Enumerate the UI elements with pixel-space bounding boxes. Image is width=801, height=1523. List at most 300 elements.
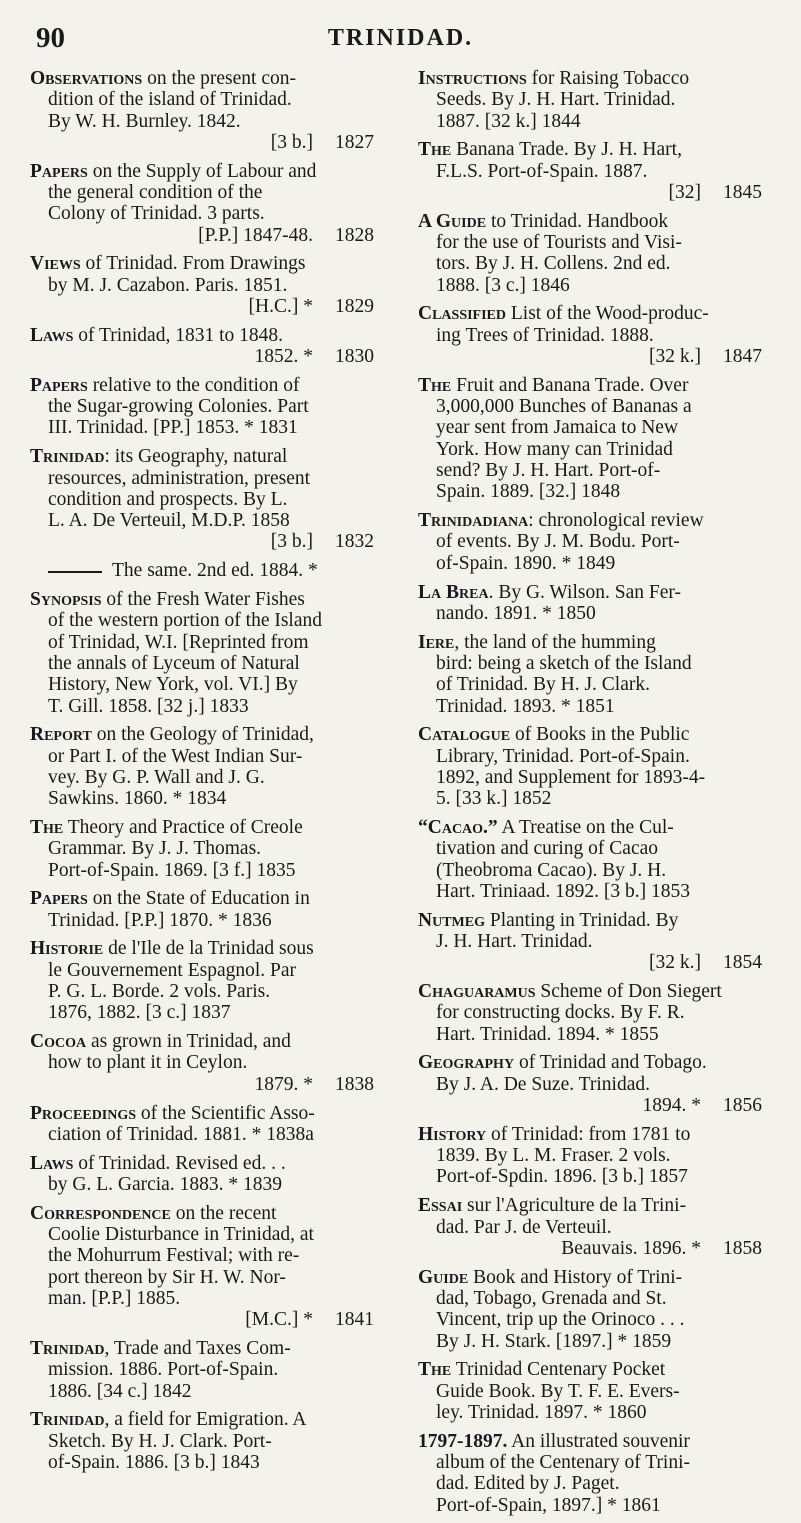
entry-text: the Sugar-growing Colonies. Part xyxy=(48,396,309,418)
entry-heading: Report xyxy=(30,724,92,746)
entry-line xyxy=(418,1195,762,1216)
bibliography-entry xyxy=(418,632,762,717)
ditto-dash xyxy=(48,571,102,573)
entry-heading: Papers xyxy=(30,374,88,396)
entry-line xyxy=(418,817,762,838)
entry-text: de l'Ile de la Trinidad sous xyxy=(103,938,314,960)
entry-number: 1845 xyxy=(723,181,762,203)
entry-line xyxy=(418,1074,762,1095)
entry-text: resources, administration, present xyxy=(48,467,311,489)
entry-text: By W. H. Burnley. 1842. xyxy=(48,110,241,132)
entry-reference-line xyxy=(418,952,762,973)
entry-line xyxy=(30,1452,374,1473)
entry-text: of Trinidad: from 1781 to xyxy=(486,1123,691,1145)
entry-number: 1858 xyxy=(723,1237,762,1259)
entry-line xyxy=(30,910,374,931)
entry-line xyxy=(30,446,374,467)
entry-ref: [M.C.] * xyxy=(245,1309,313,1331)
page-header xyxy=(0,22,801,62)
entry-text: how to plant it in Ceylon. xyxy=(48,1052,248,1074)
entry-heading: Classified xyxy=(418,303,506,325)
entry-text: Seeds. By J. H. Hart. Trinidad. xyxy=(436,89,676,111)
entry-line xyxy=(30,938,374,959)
bibliography-entry xyxy=(418,510,762,574)
entry-line xyxy=(418,1452,762,1473)
entry-line xyxy=(30,838,374,859)
entry-ref: [P.P.] 1847-48. xyxy=(198,224,313,246)
bibliography-entry xyxy=(418,1431,762,1516)
bibliography-entry xyxy=(30,589,374,717)
entry-line xyxy=(418,89,762,110)
entry-text: An illustrated souvenir xyxy=(507,1430,690,1452)
bibliography-entry xyxy=(418,211,762,296)
entry-text: Vincent, trip up the Orinoco . . . xyxy=(436,1309,685,1331)
bibliography-entry xyxy=(30,1031,374,1095)
entry-text: tivation and curing of Cacao xyxy=(436,838,659,860)
entry-line xyxy=(418,910,762,931)
entry-text: III. Trinidad. [PP.] 1853. * 1831 xyxy=(48,417,298,439)
entry-number: 1828 xyxy=(335,224,374,246)
entry-text: dad. Edited by J. Paget. xyxy=(436,1473,620,1495)
entry-line xyxy=(30,1203,374,1224)
entry-text: of the Fresh Water Fishes xyxy=(101,589,305,611)
entry-text: : chronological review xyxy=(528,510,704,532)
entry-number: 1847 xyxy=(723,346,762,368)
entry-line xyxy=(30,89,374,110)
entry-reference-line xyxy=(418,346,762,367)
entry-text: of Trinidad. From Drawings xyxy=(80,253,306,275)
entry-text: mission. 1886. Port-of-Spain. xyxy=(48,1359,279,1381)
entry-line xyxy=(30,1338,374,1359)
entry-text: on the recent xyxy=(170,1202,277,1224)
bibliography-entry xyxy=(418,724,762,809)
entry-heading: Iere xyxy=(418,631,455,653)
entry-text: of Trinidad, W.I. [Reprinted from xyxy=(48,631,309,653)
entry-line xyxy=(418,161,762,182)
entry-line xyxy=(30,1031,374,1052)
bibliography-entry xyxy=(30,325,374,368)
bibliography-entry xyxy=(30,446,374,552)
entry-line xyxy=(418,746,762,767)
entry-line xyxy=(418,838,762,859)
entry-reference-line xyxy=(30,132,374,153)
entry-heading: Guide xyxy=(418,1266,469,1288)
entry-text: P. G. L. Borde. 2 vols. Paris. xyxy=(48,981,271,1003)
entry-text: Theory and Practice of Creole xyxy=(63,817,303,838)
bibliography-entry xyxy=(418,68,762,132)
entry-line xyxy=(418,510,762,531)
entry-line xyxy=(30,653,374,674)
entry-ref: 1894. * xyxy=(642,1095,701,1117)
entry-text: bird: being a sketch of the Island xyxy=(436,652,692,674)
entry-text: Scheme of Don Siegert xyxy=(535,981,722,1003)
entry-line xyxy=(418,881,762,902)
entry-line xyxy=(30,1381,374,1402)
entry-line xyxy=(418,460,762,481)
entry-line xyxy=(418,232,762,253)
entry-heading: Correspondence xyxy=(30,1202,171,1224)
entry-text: Hart. Trinidad. 1894. * 1855 xyxy=(436,1023,659,1045)
entry-text: Sketch. By H. J. Clark. Port- xyxy=(48,1430,272,1452)
entry-ref: [32 k.] xyxy=(649,346,701,368)
bibliography-entry xyxy=(418,817,762,902)
entry-heading: Catalogue xyxy=(418,724,511,746)
entry-text: send? By J. H. Hart. Port-of- xyxy=(436,460,661,482)
entry-line xyxy=(30,396,374,417)
entry-line xyxy=(30,767,374,788)
entry-text: of Trinidad and Tobago. xyxy=(514,1052,707,1074)
entry-text: Hart. Triniaad. 1892. [3 b.] 1853 xyxy=(436,880,691,902)
entry-heading: The xyxy=(418,374,452,396)
entry-heading: History xyxy=(418,1123,487,1145)
entry-line xyxy=(418,1495,762,1516)
entry-line xyxy=(30,182,374,203)
entry-line xyxy=(30,724,374,745)
entry-line xyxy=(418,1331,762,1352)
entry-heading: Essai xyxy=(418,1195,463,1217)
entry-reference-line xyxy=(30,225,374,246)
entry-line xyxy=(418,1145,762,1166)
entry-text: Coolie Disturbance in Trinidad, at xyxy=(48,1224,314,1246)
entry-ref: [3 b.] xyxy=(270,531,313,553)
entry-line xyxy=(30,1002,374,1023)
entry-line xyxy=(418,275,762,296)
entry-line xyxy=(418,139,762,160)
entry-text: List of the Wood-produc- xyxy=(506,303,709,325)
entry-line xyxy=(30,960,374,981)
entry-text: man. [P.P.] 1885. xyxy=(48,1287,181,1309)
bibliography-entry xyxy=(30,253,374,317)
bibliography-entry xyxy=(418,1124,762,1188)
entry-reference-line xyxy=(418,1095,762,1116)
entry-text: by M. J. Cazabon. Paris. 1851. xyxy=(48,274,288,296)
entry-heading: A Guide xyxy=(418,210,487,232)
entry-line xyxy=(30,489,374,510)
bibliography-entry xyxy=(30,1103,374,1146)
entry-line xyxy=(30,1224,374,1245)
entry-line xyxy=(418,981,762,1002)
entry-reference-line xyxy=(30,531,374,552)
entry-line xyxy=(418,1473,762,1494)
entry-text: Trinidad. 1893. * 1851 xyxy=(436,695,615,717)
entry-line xyxy=(30,746,374,767)
bibliography-entry xyxy=(30,724,374,809)
entry-heading: “Cacao.” xyxy=(418,817,498,838)
entry-text: nando. 1891. * 1850 xyxy=(436,602,596,624)
entry-line xyxy=(30,1267,374,1288)
entry-number: 1830 xyxy=(335,346,374,368)
entry-text: the Mohurrum Festival; with re- xyxy=(48,1245,300,1267)
entry-line xyxy=(418,724,762,745)
bibliography-entry xyxy=(30,375,374,439)
entry-text: of events. By J. M. Bodu. Port- xyxy=(436,531,680,553)
entry-number: 1838 xyxy=(335,1073,374,1095)
entry-text: of-Spain. 1890. * 1849 xyxy=(436,552,616,574)
entry-text: on the Geology of Trinidad, xyxy=(91,724,314,746)
entry-line xyxy=(418,211,762,232)
entry-heading: The xyxy=(30,817,64,838)
entry-text: Spain. 1889. [32.] 1848 xyxy=(436,481,621,503)
entry-ref: 1852. * xyxy=(254,346,313,368)
entry-text: 5. [33 k.] 1852 xyxy=(436,788,552,810)
entry-text: tors. By J. H. Collens. 2nd ed. xyxy=(436,253,671,275)
entry-text: of Trinidad. Revised ed. . . xyxy=(73,1152,286,1174)
entry-line xyxy=(30,1153,374,1174)
entry-ref: Beauvais. 1896. * xyxy=(561,1237,701,1259)
entry-text: of the western portion of the Island xyxy=(48,610,323,632)
entry-heading: Nutmeg xyxy=(418,909,485,931)
entry-text: Book and History of Trini- xyxy=(468,1266,683,1288)
entry-line xyxy=(418,68,762,89)
entry-text: album of the Centenary of Trini- xyxy=(436,1452,691,1474)
entry-line xyxy=(30,510,374,531)
entry-text: Banana Trade. By J. H. Hart, xyxy=(451,139,682,161)
entry-text: for constructing docks. By F. R. xyxy=(436,1002,685,1024)
entry-line xyxy=(30,860,374,881)
entry-text: Guide Book. By T. F. E. Evers- xyxy=(436,1380,680,1402)
bibliography-entry xyxy=(418,1195,762,1259)
entry-text: Planting in Trinidad. By xyxy=(484,909,679,931)
entry-line xyxy=(418,860,762,881)
entry-text: J. H. Hart. Trinidad. xyxy=(436,930,593,952)
bibliography-entry xyxy=(30,68,374,153)
entry-line xyxy=(418,632,762,653)
entry-text: condition and prospects. By L. xyxy=(48,488,288,510)
entry-line xyxy=(30,68,374,89)
entry-heading: Laws xyxy=(30,324,74,346)
entry-text: on the State of Education in xyxy=(87,888,310,910)
entry-line xyxy=(30,468,374,489)
entry-line xyxy=(30,161,374,182)
entry-text: for Raising Tobacco xyxy=(526,68,690,89)
entry-line xyxy=(418,1267,762,1288)
entry-line xyxy=(418,417,762,438)
entry-line xyxy=(30,111,374,132)
entry-text: the general condition of the xyxy=(48,181,263,203)
entry-text: 1887. [32 k.] 1844 xyxy=(436,110,581,132)
entry-text: port thereon by Sir H. W. Nor- xyxy=(48,1266,286,1288)
entry-line xyxy=(418,931,762,952)
entry-line xyxy=(418,582,762,603)
entry-ref: [32] xyxy=(668,181,701,203)
page-number: 90 xyxy=(36,22,65,54)
bibliography-entry xyxy=(418,981,762,1045)
entry-text: The same. 2nd ed. 1884. * xyxy=(112,560,318,582)
entry-line xyxy=(30,696,374,717)
entry-line xyxy=(418,303,762,324)
entry-line xyxy=(418,767,762,788)
entry-number: 1829 xyxy=(335,295,374,317)
entry-line xyxy=(30,560,374,581)
entry-number: 1827 xyxy=(335,131,374,153)
entry-line xyxy=(418,111,762,132)
entry-line xyxy=(30,1359,374,1380)
entry-line xyxy=(418,1217,762,1238)
entry-text: ciation of Trinidad. 1881. * 1838a xyxy=(48,1123,314,1145)
bibliography-entry xyxy=(418,910,762,974)
entry-line xyxy=(30,1124,374,1145)
left-column xyxy=(30,68,374,1481)
bibliography-entry xyxy=(418,139,762,203)
entry-text: York. How many can Trinidad xyxy=(436,438,673,460)
entry-text: Trinidad Centenary Pocket xyxy=(451,1359,666,1381)
bibliography-entry xyxy=(30,817,374,881)
entry-reference-line xyxy=(30,296,374,317)
bibliography-entry xyxy=(30,1203,374,1331)
entry-heading: Trinidadiana xyxy=(418,510,529,532)
entry-line xyxy=(30,981,374,1002)
entry-text: dad, Tobago, Grenada and St. xyxy=(436,1287,667,1309)
entry-text: on the Supply of Labour and xyxy=(87,160,317,182)
entry-line xyxy=(30,674,374,695)
entry-heading: Trinidad xyxy=(30,1338,105,1360)
entry-line xyxy=(418,1124,762,1145)
entry-line xyxy=(30,1431,374,1452)
entry-text: of Books in the Public xyxy=(510,724,690,746)
entry-text: : its Geography, natural xyxy=(104,446,288,468)
bibliography-entry xyxy=(418,1052,762,1116)
entry-text: By J. A. De Suze. Trinidad. xyxy=(436,1073,650,1095)
entry-text: Colony of Trinidad. 3 parts. xyxy=(48,203,265,225)
entry-ref: [32 k.] xyxy=(649,952,701,974)
entry-line xyxy=(30,417,374,438)
entry-text: for the use of Tourists and Visi- xyxy=(436,232,682,254)
entry-text: Port-of-Spain, 1897.] * 1861 xyxy=(436,1494,661,1516)
entry-line xyxy=(418,1024,762,1045)
entry-text: ing Trees of Trinidad. 1888. xyxy=(436,324,654,346)
entry-line xyxy=(418,1309,762,1330)
entry-heading: Instructions xyxy=(418,68,527,89)
entry-line xyxy=(30,1103,374,1124)
entry-line xyxy=(30,1245,374,1266)
entry-text: of-Spain. 1886. [3 b.] 1843 xyxy=(48,1452,260,1474)
right-column xyxy=(418,68,762,1523)
entry-text: of Trinidad. By H. J. Clark. xyxy=(436,674,650,696)
bibliography-entry xyxy=(30,161,374,246)
entry-text: Port-of-Spdin. 1896. [3 b.] 1857 xyxy=(436,1166,688,1188)
entry-line xyxy=(418,1359,762,1380)
entry-text: A Treatise on the Cul- xyxy=(497,817,674,838)
entry-text: Port-of-Spain. 1869. [3 f.] 1835 xyxy=(48,859,296,881)
entry-ref: [H.C.] * xyxy=(248,295,313,317)
entry-heading: Observations xyxy=(30,68,143,89)
entry-text: , the land of the humming xyxy=(454,631,656,653)
entry-line xyxy=(30,375,374,396)
entry-line xyxy=(30,1288,374,1309)
entry-line xyxy=(418,439,762,460)
entry-text: 3,000,000 Bunches of Bananas a xyxy=(436,396,692,418)
entry-line xyxy=(30,275,374,296)
entry-text: as grown in Trinidad, and xyxy=(86,1031,291,1053)
entry-text: T. Gill. 1858. [32 j.] 1833 xyxy=(48,695,249,717)
entry-reference-line xyxy=(30,1309,374,1330)
entry-text: L. A. De Verteuil, M.D.P. 1858 xyxy=(48,510,290,532)
bibliography-entry xyxy=(30,1409,374,1473)
entry-text: (Theobroma Cacao). By J. H. xyxy=(436,859,667,881)
entry-line xyxy=(418,1431,762,1452)
entry-text: Fruit and Banana Trade. Over xyxy=(451,374,689,396)
entry-line xyxy=(418,553,762,574)
bibliography-entry xyxy=(30,938,374,1023)
entry-line xyxy=(418,788,762,809)
entry-heading: Trinidad xyxy=(30,446,105,468)
entry-line xyxy=(418,1402,762,1423)
entry-line xyxy=(30,1409,374,1430)
entry-heading: Papers xyxy=(30,160,88,182)
entry-text: By J. H. Stark. [1897.] * 1859 xyxy=(436,1330,672,1352)
entry-line xyxy=(418,1052,762,1073)
entry-text: on the present con- xyxy=(142,68,296,89)
entry-heading: Trinidad xyxy=(30,1409,105,1431)
entry-line xyxy=(418,696,762,717)
entry-line xyxy=(418,674,762,695)
entry-text: Grammar. By J. J. Thomas. xyxy=(48,838,262,860)
entry-text: ley. Trinidad. 1897. * 1860 xyxy=(436,1401,647,1423)
entry-heading: Geography xyxy=(418,1052,515,1074)
entry-number: 1841 xyxy=(335,1309,374,1331)
bibliography-entry xyxy=(418,303,762,367)
bibliography-entry xyxy=(418,582,762,625)
entry-line xyxy=(30,203,374,224)
entry-text: relative to the condition of xyxy=(87,374,300,396)
entry-line xyxy=(30,788,374,809)
entry-text: to Trinidad. Handbook xyxy=(486,210,669,232)
entry-line xyxy=(418,481,762,502)
entry-text: Sawkins. 1860. * 1834 xyxy=(48,788,227,810)
bibliography-entry xyxy=(418,1267,762,1352)
entry-text: or Part I. of the West Indian Sur- xyxy=(48,745,303,767)
bibliography-entry xyxy=(30,1338,374,1402)
bibliography-entry xyxy=(30,1153,374,1196)
entry-line xyxy=(418,653,762,674)
entry-reference-line xyxy=(418,182,762,203)
entry-text: of Trinidad, 1831 to 1848. xyxy=(73,324,284,346)
entry-text: 1888. [3 c.] 1846 xyxy=(436,274,570,296)
entry-number: 1854 xyxy=(723,952,762,974)
entry-line xyxy=(418,603,762,624)
entry-heading: Laws xyxy=(30,1152,74,1174)
entry-text: dition of the island of Trinidad. xyxy=(48,89,292,111)
entry-line xyxy=(30,253,374,274)
entry-heading: Proceedings xyxy=(30,1102,137,1124)
entry-text: 1892, and Supplement for 1893-4- xyxy=(436,766,706,788)
entry-text: 1876, 1882. [3 c.] 1837 xyxy=(48,1002,231,1024)
entry-heading: Historie xyxy=(30,938,104,960)
entry-line xyxy=(418,1002,762,1023)
entry-heading: Papers xyxy=(30,888,88,910)
entry-line xyxy=(30,817,374,838)
entry-heading: Views xyxy=(30,253,81,275)
entry-line xyxy=(418,375,762,396)
entry-heading: Cocoa xyxy=(30,1031,87,1053)
entry-heading: 1797-1897. xyxy=(418,1430,508,1452)
entry-line xyxy=(30,325,374,346)
entry-line xyxy=(30,632,374,653)
entry-number: 1856 xyxy=(723,1095,762,1117)
entry-text: , a field for Emigration. A xyxy=(104,1409,307,1431)
running-title: TRINIDAD. xyxy=(327,25,474,51)
entry-text: F.L.S. Port-of-Spain. 1887. xyxy=(436,160,648,182)
entry-line xyxy=(30,1174,374,1195)
bibliography-entry xyxy=(30,560,374,581)
entry-heading: The xyxy=(418,1359,452,1381)
entry-reference-line xyxy=(418,1238,762,1259)
entry-reference-line xyxy=(30,346,374,367)
entry-line xyxy=(30,1052,374,1073)
bibliography-entry xyxy=(418,1359,762,1423)
entry-heading: The xyxy=(418,139,452,161)
entry-line xyxy=(418,531,762,552)
